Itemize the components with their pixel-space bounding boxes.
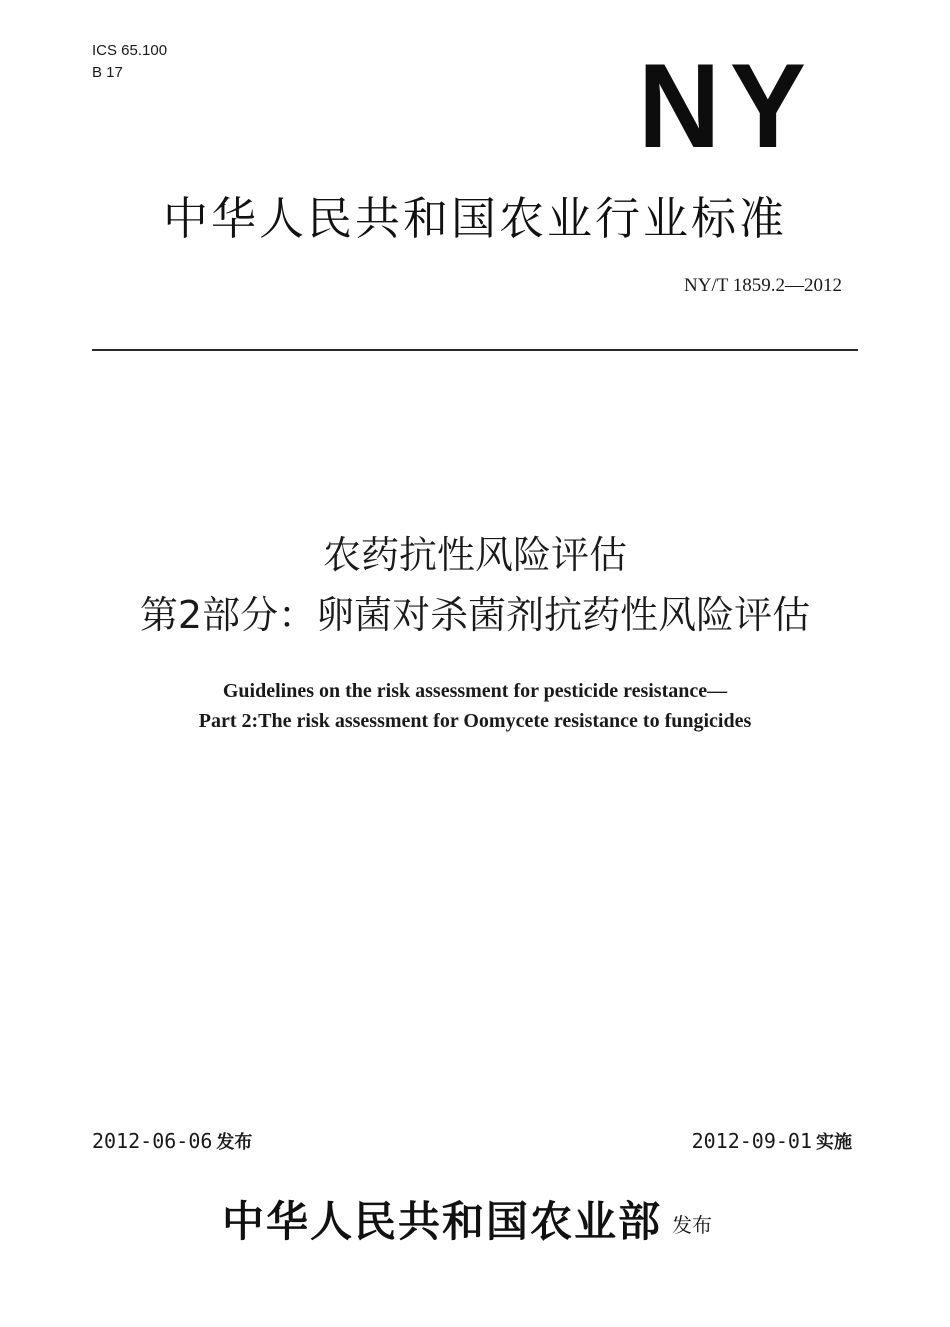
ccs-code: B 17 [92,64,123,81]
issue-date-block [92,1126,252,1158]
header-divider [92,349,858,351]
classification-codes [92,40,167,84]
implementation-date-block [692,1126,852,1158]
issue-label: 发布 [216,1132,253,1153]
issuer-name: 中华人民共和国农业部 [222,1197,663,1246]
issuer-suffix: 发布 [672,1213,713,1237]
ny-logo: NY [638,39,816,173]
implementation-label: 实施 [816,1132,852,1153]
title-en-line2: Part 2:The risk assessment for Oomycete resistance to fungicides [198,710,752,732]
ics-code: ICS 65.100 [92,42,168,59]
implementation-date: 2012-09-01 [691,1129,812,1153]
title-zh-line2: 第2部分：卵菌对杀菌剂抗药性风险评估 [139,593,811,637]
standard-number: NY/T 1859.2—2012 [684,275,842,296]
title-zh-line1: 农药抗性风险评估 [322,533,627,577]
issuer-block [222,1192,712,1252]
issue-date: 2012-06-06 [92,1129,213,1153]
standard-category-heading: 中华人民共和国农业行业标准 [162,192,787,245]
title-en-line1: Guidelines on the risk assessment for pesticide resistance— [222,680,728,702]
